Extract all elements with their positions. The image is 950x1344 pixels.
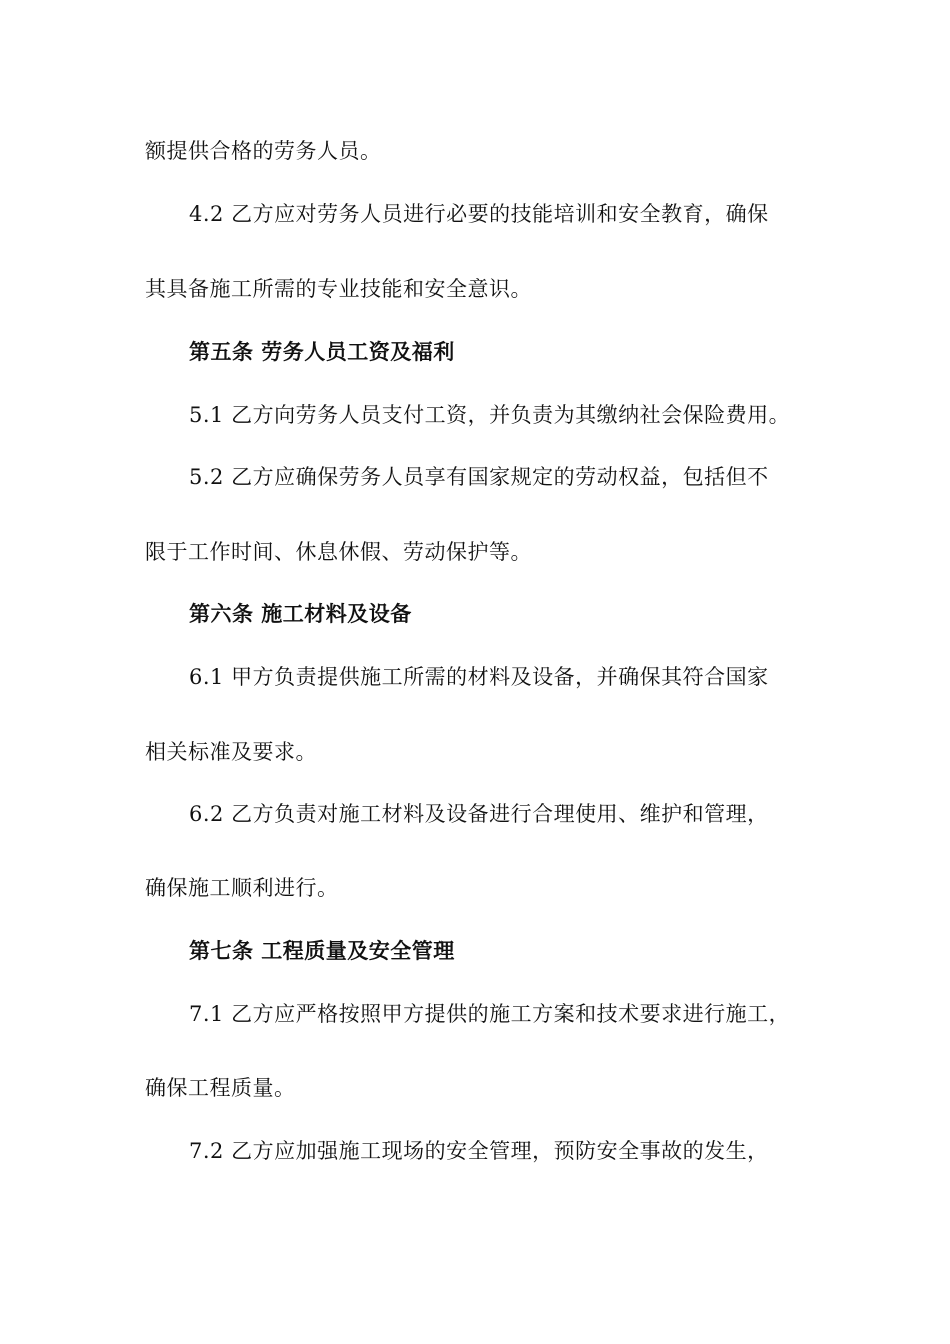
clause-7-1-line-2: 确保工程质量。 xyxy=(145,1076,296,1100)
clause-6-2-line-2: 确保施工顺利进行。 xyxy=(145,876,339,900)
article-7-heading: 第七条 工程质量及安全管理 xyxy=(189,939,455,963)
clause-6-1-line-2: 相关标准及要求。 xyxy=(145,740,317,764)
paragraph-line: 额提供合格的劳务人员。 xyxy=(145,139,382,163)
clause-5-1-line: 5.1 乙方向劳务人员支付工资，并负责为其缴纳社会保险费用。 xyxy=(189,403,791,427)
clause-4-2-line-1: 4.2 乙方应对劳务人员进行必要的技能培训和安全教育，确保 xyxy=(189,202,769,226)
clause-7-1-line-1: 7.1 乙方应严格按照甲方提供的施工方案和技术要求进行施工， xyxy=(189,1002,791,1026)
clause-4-2-line-2: 其具备施工所需的专业技能和安全意识。 xyxy=(145,277,532,301)
clause-5-2-line-1: 5.2 乙方应确保劳务人员享有国家规定的劳动权益，包括但不 xyxy=(189,465,769,489)
clause-6-2-line-1: 6.2 乙方负责对施工材料及设备进行合理使用、维护和管理， xyxy=(189,802,769,826)
article-5-heading: 第五条 劳务人员工资及福利 xyxy=(189,340,455,364)
clause-5-2-line-2: 限于工作时间、休息休假、劳动保护等。 xyxy=(145,540,532,564)
article-6-heading: 第六条 施工材料及设备 xyxy=(189,602,412,626)
clause-6-1-line-1: 6.1 甲方负责提供施工所需的材料及设备，并确保其符合国家 xyxy=(189,665,769,689)
clause-7-2-line-1: 7.2 乙方应加强施工现场的安全管理，预防安全事故的发生， xyxy=(189,1139,769,1163)
